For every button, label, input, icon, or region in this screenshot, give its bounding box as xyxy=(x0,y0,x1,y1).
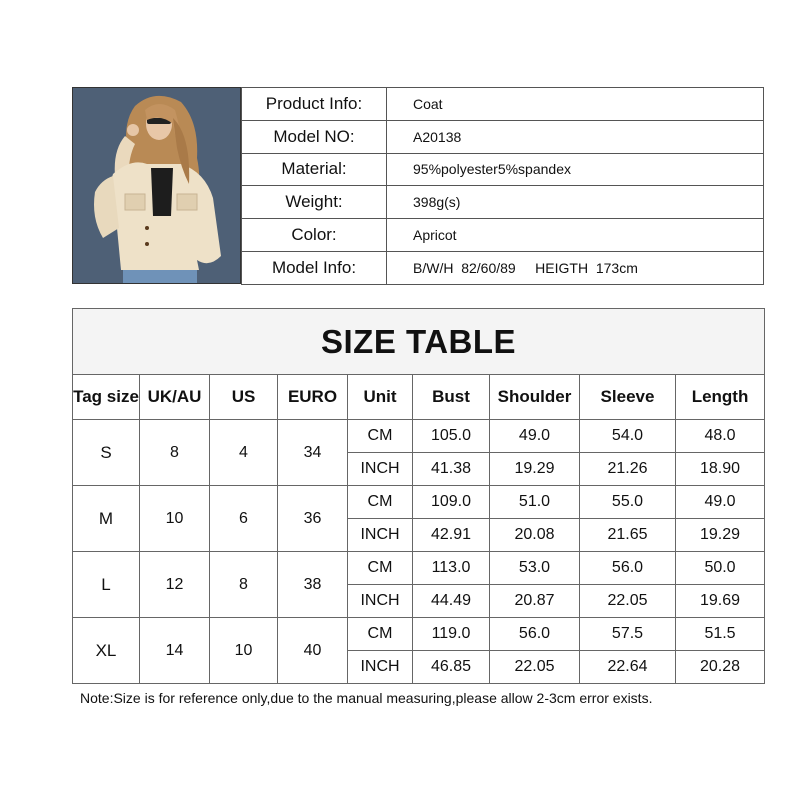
model-photo-illustration xyxy=(73,88,241,284)
size-row-cm xyxy=(73,486,765,519)
length-cell: 48.0 xyxy=(676,420,765,453)
us-cell: 4 xyxy=(210,420,278,486)
shoulder-cell: 56.0 xyxy=(490,618,580,651)
info-value: 95%polyester5%spandex xyxy=(387,153,764,186)
euro-cell: 38 xyxy=(278,552,348,618)
length-cell: 49.0 xyxy=(676,486,765,519)
length-cell: 18.90 xyxy=(676,453,765,486)
column-header: Length xyxy=(676,375,765,420)
unit-cell: INCH xyxy=(348,651,413,684)
euro-cell: 40 xyxy=(278,618,348,684)
unit-cell: INCH xyxy=(348,453,413,486)
shoulder-cell: 20.87 xyxy=(490,585,580,618)
info-row-color xyxy=(242,219,764,252)
sleeve-cell: 22.64 xyxy=(580,651,676,684)
bust-cell: 105.0 xyxy=(413,420,490,453)
unit-cell: INCH xyxy=(348,519,413,552)
sleeve-cell: 21.26 xyxy=(580,453,676,486)
info-value: B/W/H 82/60/89 HEIGTH 173cm xyxy=(387,251,764,284)
tag-size-cell: M xyxy=(73,486,140,552)
info-label: Product Info: xyxy=(242,88,387,121)
bust-cell: 42.91 xyxy=(413,519,490,552)
column-header: EURO xyxy=(278,375,348,420)
us-cell: 6 xyxy=(210,486,278,552)
size-table-title: SIZE TABLE xyxy=(73,309,765,375)
column-header: Shoulder xyxy=(490,375,580,420)
column-header: Sleeve xyxy=(580,375,676,420)
size-note: Note:Size is for reference only,due to the manual measuring,please allow 2-3cm error exists. xyxy=(80,690,653,706)
length-cell: 20.28 xyxy=(676,651,765,684)
sleeve-cell: 56.0 xyxy=(580,552,676,585)
info-label: Model Info: xyxy=(242,251,387,284)
us-cell: 8 xyxy=(210,552,278,618)
size-table-header-row xyxy=(73,375,765,420)
shoulder-cell: 20.08 xyxy=(490,519,580,552)
info-value: A20138 xyxy=(387,120,764,153)
info-row-material xyxy=(242,153,764,186)
tag-size-cell: L xyxy=(73,552,140,618)
shoulder-cell: 51.0 xyxy=(490,486,580,519)
info-label: Material: xyxy=(242,153,387,186)
info-value: Coat xyxy=(387,88,764,121)
info-value: Apricot xyxy=(387,219,764,252)
bust-cell: 44.49 xyxy=(413,585,490,618)
sleeve-cell: 22.05 xyxy=(580,585,676,618)
unit-cell: CM xyxy=(348,486,413,519)
unit-cell: CM xyxy=(348,420,413,453)
length-cell: 51.5 xyxy=(676,618,765,651)
sleeve-cell: 55.0 xyxy=(580,486,676,519)
shoulder-cell: 49.0 xyxy=(490,420,580,453)
model-photo xyxy=(72,87,241,284)
tag-size-cell: XL xyxy=(73,618,140,684)
info-label: Model NO: xyxy=(242,120,387,153)
us-cell: 10 xyxy=(210,618,278,684)
unit-cell: INCH xyxy=(348,585,413,618)
product-info-block xyxy=(72,87,764,284)
info-row-model-info xyxy=(242,251,764,284)
bust-cell: 109.0 xyxy=(413,486,490,519)
size-row-cm xyxy=(73,552,765,585)
bust-cell: 41.38 xyxy=(413,453,490,486)
length-cell: 19.69 xyxy=(676,585,765,618)
info-label: Weight: xyxy=(242,186,387,219)
column-header: Bust xyxy=(413,375,490,420)
bust-cell: 119.0 xyxy=(413,618,490,651)
info-row-product xyxy=(242,88,764,121)
column-header: Tag size xyxy=(73,375,140,420)
sleeve-cell: 21.65 xyxy=(580,519,676,552)
info-label: Color: xyxy=(242,219,387,252)
shoulder-cell: 19.29 xyxy=(490,453,580,486)
info-value: 398g(s) xyxy=(387,186,764,219)
shoulder-cell: 53.0 xyxy=(490,552,580,585)
size-table xyxy=(72,308,765,684)
uk-au-cell: 8 xyxy=(140,420,210,486)
size-row-cm xyxy=(73,618,765,651)
tag-size-cell: S xyxy=(73,420,140,486)
uk-au-cell: 14 xyxy=(140,618,210,684)
sleeve-cell: 54.0 xyxy=(580,420,676,453)
column-header: UK/AU xyxy=(140,375,210,420)
euro-cell: 36 xyxy=(278,486,348,552)
unit-cell: CM xyxy=(348,618,413,651)
column-header: Unit xyxy=(348,375,413,420)
shoulder-cell: 22.05 xyxy=(490,651,580,684)
uk-au-cell: 10 xyxy=(140,486,210,552)
column-header: US xyxy=(210,375,278,420)
uk-au-cell: 12 xyxy=(140,552,210,618)
length-cell: 19.29 xyxy=(676,519,765,552)
bust-cell: 113.0 xyxy=(413,552,490,585)
info-row-model-no xyxy=(242,120,764,153)
euro-cell: 34 xyxy=(278,420,348,486)
info-row-weight xyxy=(242,186,764,219)
unit-cell: CM xyxy=(348,552,413,585)
size-row-cm xyxy=(73,420,765,453)
product-info-table xyxy=(241,87,764,285)
bust-cell: 46.85 xyxy=(413,651,490,684)
sleeve-cell: 57.5 xyxy=(580,618,676,651)
length-cell: 50.0 xyxy=(676,552,765,585)
